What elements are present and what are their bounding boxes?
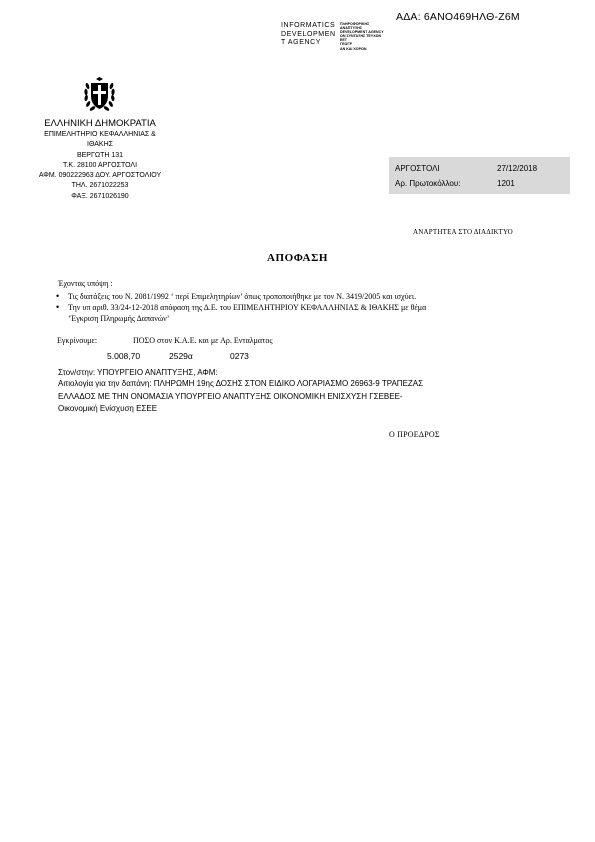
agency-logo-small-line: ΕΕΤ — [340, 38, 347, 43]
sender-org-line2: ΙΘΑΚΗΣ — [87, 141, 113, 149]
bullet-icon: • — [56, 302, 60, 312]
sender-country: ΕΛΛΗΝΙΚΗ ΔΗΜΟΚΡΑΤΙΑ — [44, 118, 156, 129]
agency-logo-small-line: ΑΝΑΠΤΥΞΗΣ — [340, 26, 363, 31]
issue-date: 27/12/2018 — [497, 164, 538, 173]
issue-city: ΑΡΓΟΣΤΟΛΙ — [395, 164, 440, 173]
sender-phone: ΤΗΛ. 2671022253 — [71, 182, 129, 190]
signature-title: Ο ΠΡΟΕΔΡΟΣ — [389, 430, 440, 439]
approval-kae-code: 2529α — [169, 351, 193, 361]
document-title: ΑΠΟΦΑΣΗ — [266, 252, 329, 264]
agency-logo-line: INFORMATICS — [281, 22, 336, 29]
sender-block — [30, 118, 170, 202]
agency-logo-small-line: ΑΝ ΚΑΙ ΧΟΡΩΝ — [340, 46, 367, 51]
agency-logo-line: T AGENCY — [281, 39, 322, 46]
agency-logo-small-line: ΠΛΗΡΟΦΟΡΙΚΗΣ — [340, 22, 370, 26]
having-regard-label: Έχοντας υπόψη : — [58, 279, 113, 288]
sender-postal: Τ.Κ. 28100 ΑΡΓΟΣΤΟΛΙ — [62, 161, 138, 169]
agency-logo-line: DEVELOPMEN — [281, 30, 336, 38]
agency-logo-text — [281, 22, 336, 48]
sender-org-line1: ΕΠΙΜΕΛΗΤΗΡΙΟ ΚΕΦΑΛΛΗΝΙΑΣ & — [44, 131, 156, 138]
posting-notice: ΑΝΑΡΤΗΤΕΑ ΣΤΟ ΔΙΑΔΙΚΤΥΟ — [413, 228, 513, 236]
approval-label: Εγκρίνουμε: — [57, 336, 98, 345]
bullet-text-1: Τις διατάξεις του Ν. 2081/1992 ‘ περί Επιμελητηρίων’ όπως τροποποιήθηκε με τον Ν. 3419/2005 και ισχύει. — [68, 292, 417, 301]
agency-logo-small-line: ΓΕΩΓΡ — [340, 42, 352, 47]
agency-logo-small-line: DEVELOPMENT AGENCY — [340, 30, 384, 35]
payee-line: Στον/στην: ΥΠΟΥΡΓΕΙΟ ΑΝΑΠΤΥΞΗΣ, ΑΦΜ: — [58, 368, 218, 377]
bullet-text-2: Την υπ αριθ. 33/24-12-2018 απόφαση της Δ.Ε. του ΕΠΙΜΕΛΗΤΗΡΙΟΥ ΚΕΦΑΛΛΗΝΙΑΣ & ΙΘΑΚΗΣ με θέμα — [68, 303, 427, 312]
ada-code: ΑΔΑ: 6ΑΝΟ469ΗΛΘ-Ζ6Μ — [396, 11, 520, 23]
date-protocol-box — [389, 157, 570, 194]
bullet-icon: • — [56, 291, 60, 301]
protocol-number: 1201 — [497, 179, 515, 188]
justification-line-1: Αιτιολογία για την δαπάνη: ΠΛΗΡΩΜΗ 19ης ΔΟΣΗΣ ΣΤΟΝ ΕΙΔΙΚΟ ΛΟΓΑΡΙΑΣΜΟ 26963-9 ΤΡΑΠΕΖΑΣ — [58, 379, 424, 388]
agency-logo-small-line: ΩΝ ΣΥΝΤΑΞΗΣ ΤΕΥΧΩΝ — [340, 34, 382, 39]
bullet-text-2-continued: ‘Έγκριση Πληρωμής Δαπανών’ — [68, 314, 170, 323]
justification-line-2: ΕΛΛΑΔΟΣ ΜΕ ΤΗΝ ΟΝΟΜΑΣΙΑ ΥΠΟΥΡΓΕΙΟ ΑΝΑΠΤΥΞΗΣ ΟΙΚΟΝΟΜΙΚΗ ΕΝΙΣΧΥΣΗ ΓΣΕΒΕΕ- — [58, 392, 403, 401]
sender-fax: ΦΑΞ. 2671026190 — [71, 192, 129, 200]
sender-address: ΒΕΡΓΩΤΗ 131 — [76, 151, 124, 159]
sender-tax-id: ΑΦΜ. 090222963 ΔΟΥ. ΑΡΓΟΣΤΟΛΙΟΥ — [38, 172, 162, 180]
greek-emblem-icon — [83, 74, 116, 114]
justification-line-3: Οικονομική Ενίσχυση ΕΣΕΕ — [58, 404, 158, 413]
protocol-label: Αρ. Πρωτοκόλλου: — [395, 179, 461, 188]
agency-logo-small-text — [340, 22, 384, 51]
approval-text: ΠΟΣΟ στον Κ.Α.Ε. και με Αρ. Ενταλματος — [133, 336, 273, 345]
approval-amount: 5.008,70 — [107, 351, 141, 361]
approval-warrant-number: 0273 — [230, 351, 249, 361]
